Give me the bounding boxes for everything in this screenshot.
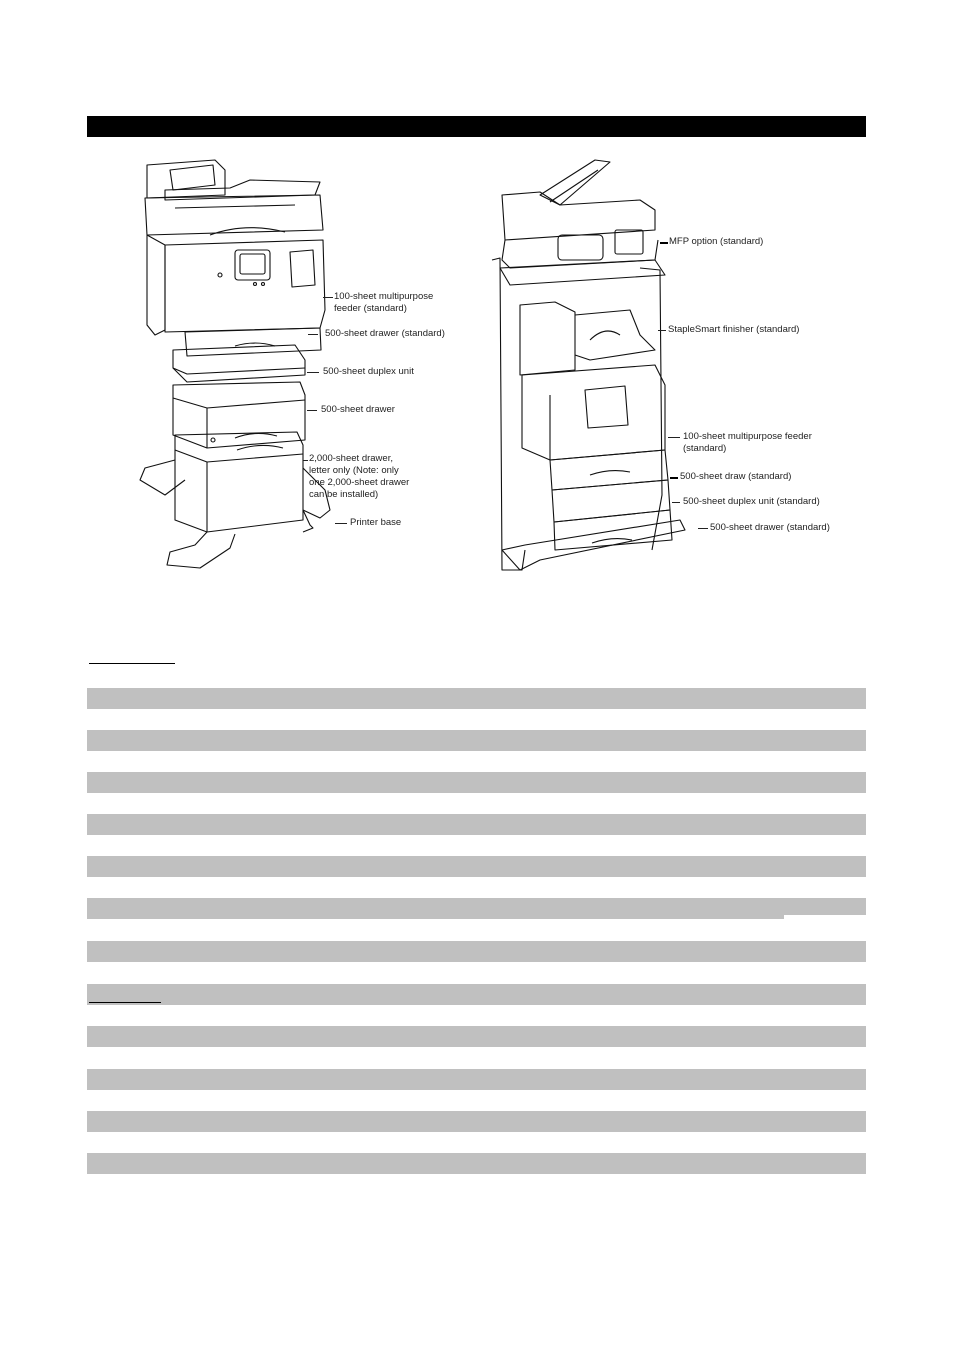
heading-underline [89, 663, 175, 664]
callout-drawer: 500-sheet drawer [321, 404, 395, 415]
leader-line [658, 330, 666, 331]
table-row [87, 1026, 866, 1047]
leader-line [335, 523, 347, 524]
table-row [87, 984, 866, 1005]
leader-line [323, 297, 333, 298]
callout-mfp-option: MFP option (standard) [669, 236, 764, 247]
table-row [87, 688, 866, 709]
leader-line [670, 477, 678, 479]
table-row [87, 772, 866, 793]
leader-line [668, 437, 680, 438]
table-row [87, 730, 866, 751]
table-row [87, 1069, 866, 1090]
table-row [87, 856, 866, 877]
mfp-finisher-drawing [480, 150, 860, 580]
callout-staplesmart-finisher: StapleSmart finisher (standard) [668, 324, 800, 335]
table-row [87, 814, 866, 835]
table-row [87, 1153, 866, 1174]
callout-duplex-unit-standard: 500-sheet duplex unit (standard) [683, 496, 820, 507]
section-underline [89, 1002, 161, 1003]
printer-config-right-illustration [480, 150, 860, 580]
callout-printer-base: Printer base [350, 517, 402, 528]
callout-duplex-unit: 500-sheet duplex unit [323, 366, 414, 377]
table-row [87, 941, 866, 962]
section-header-bar [87, 116, 866, 137]
leader-line [698, 528, 708, 529]
callout-mp-feeder: 100-sheet multipurpose feeder (standard) [683, 431, 812, 454]
callout-drawer-standard: 500-sheet drawer (standard) [710, 522, 830, 533]
leader-line [303, 460, 308, 461]
table-row [87, 898, 866, 919]
printer-stack-drawing [125, 150, 455, 580]
leader-line [307, 372, 319, 373]
callout-2000-sheet-drawer: 2,000-sheet drawer, letter only (Note: only one 2,000-sheet drawer can be installed) [309, 453, 410, 500]
callout-mp-feeder: 100-sheet multipurpose feeder (standard) [334, 291, 434, 314]
table-row [87, 1111, 866, 1132]
leader-line [672, 502, 680, 503]
leader-line [660, 242, 668, 244]
callout-draw-standard: 500-sheet draw (standard) [680, 471, 792, 482]
leader-line [308, 334, 318, 335]
printer-config-left-illustration [125, 150, 455, 580]
leader-line [307, 410, 317, 411]
callout-drawer-standard: 500-sheet drawer (standard) [325, 328, 445, 339]
